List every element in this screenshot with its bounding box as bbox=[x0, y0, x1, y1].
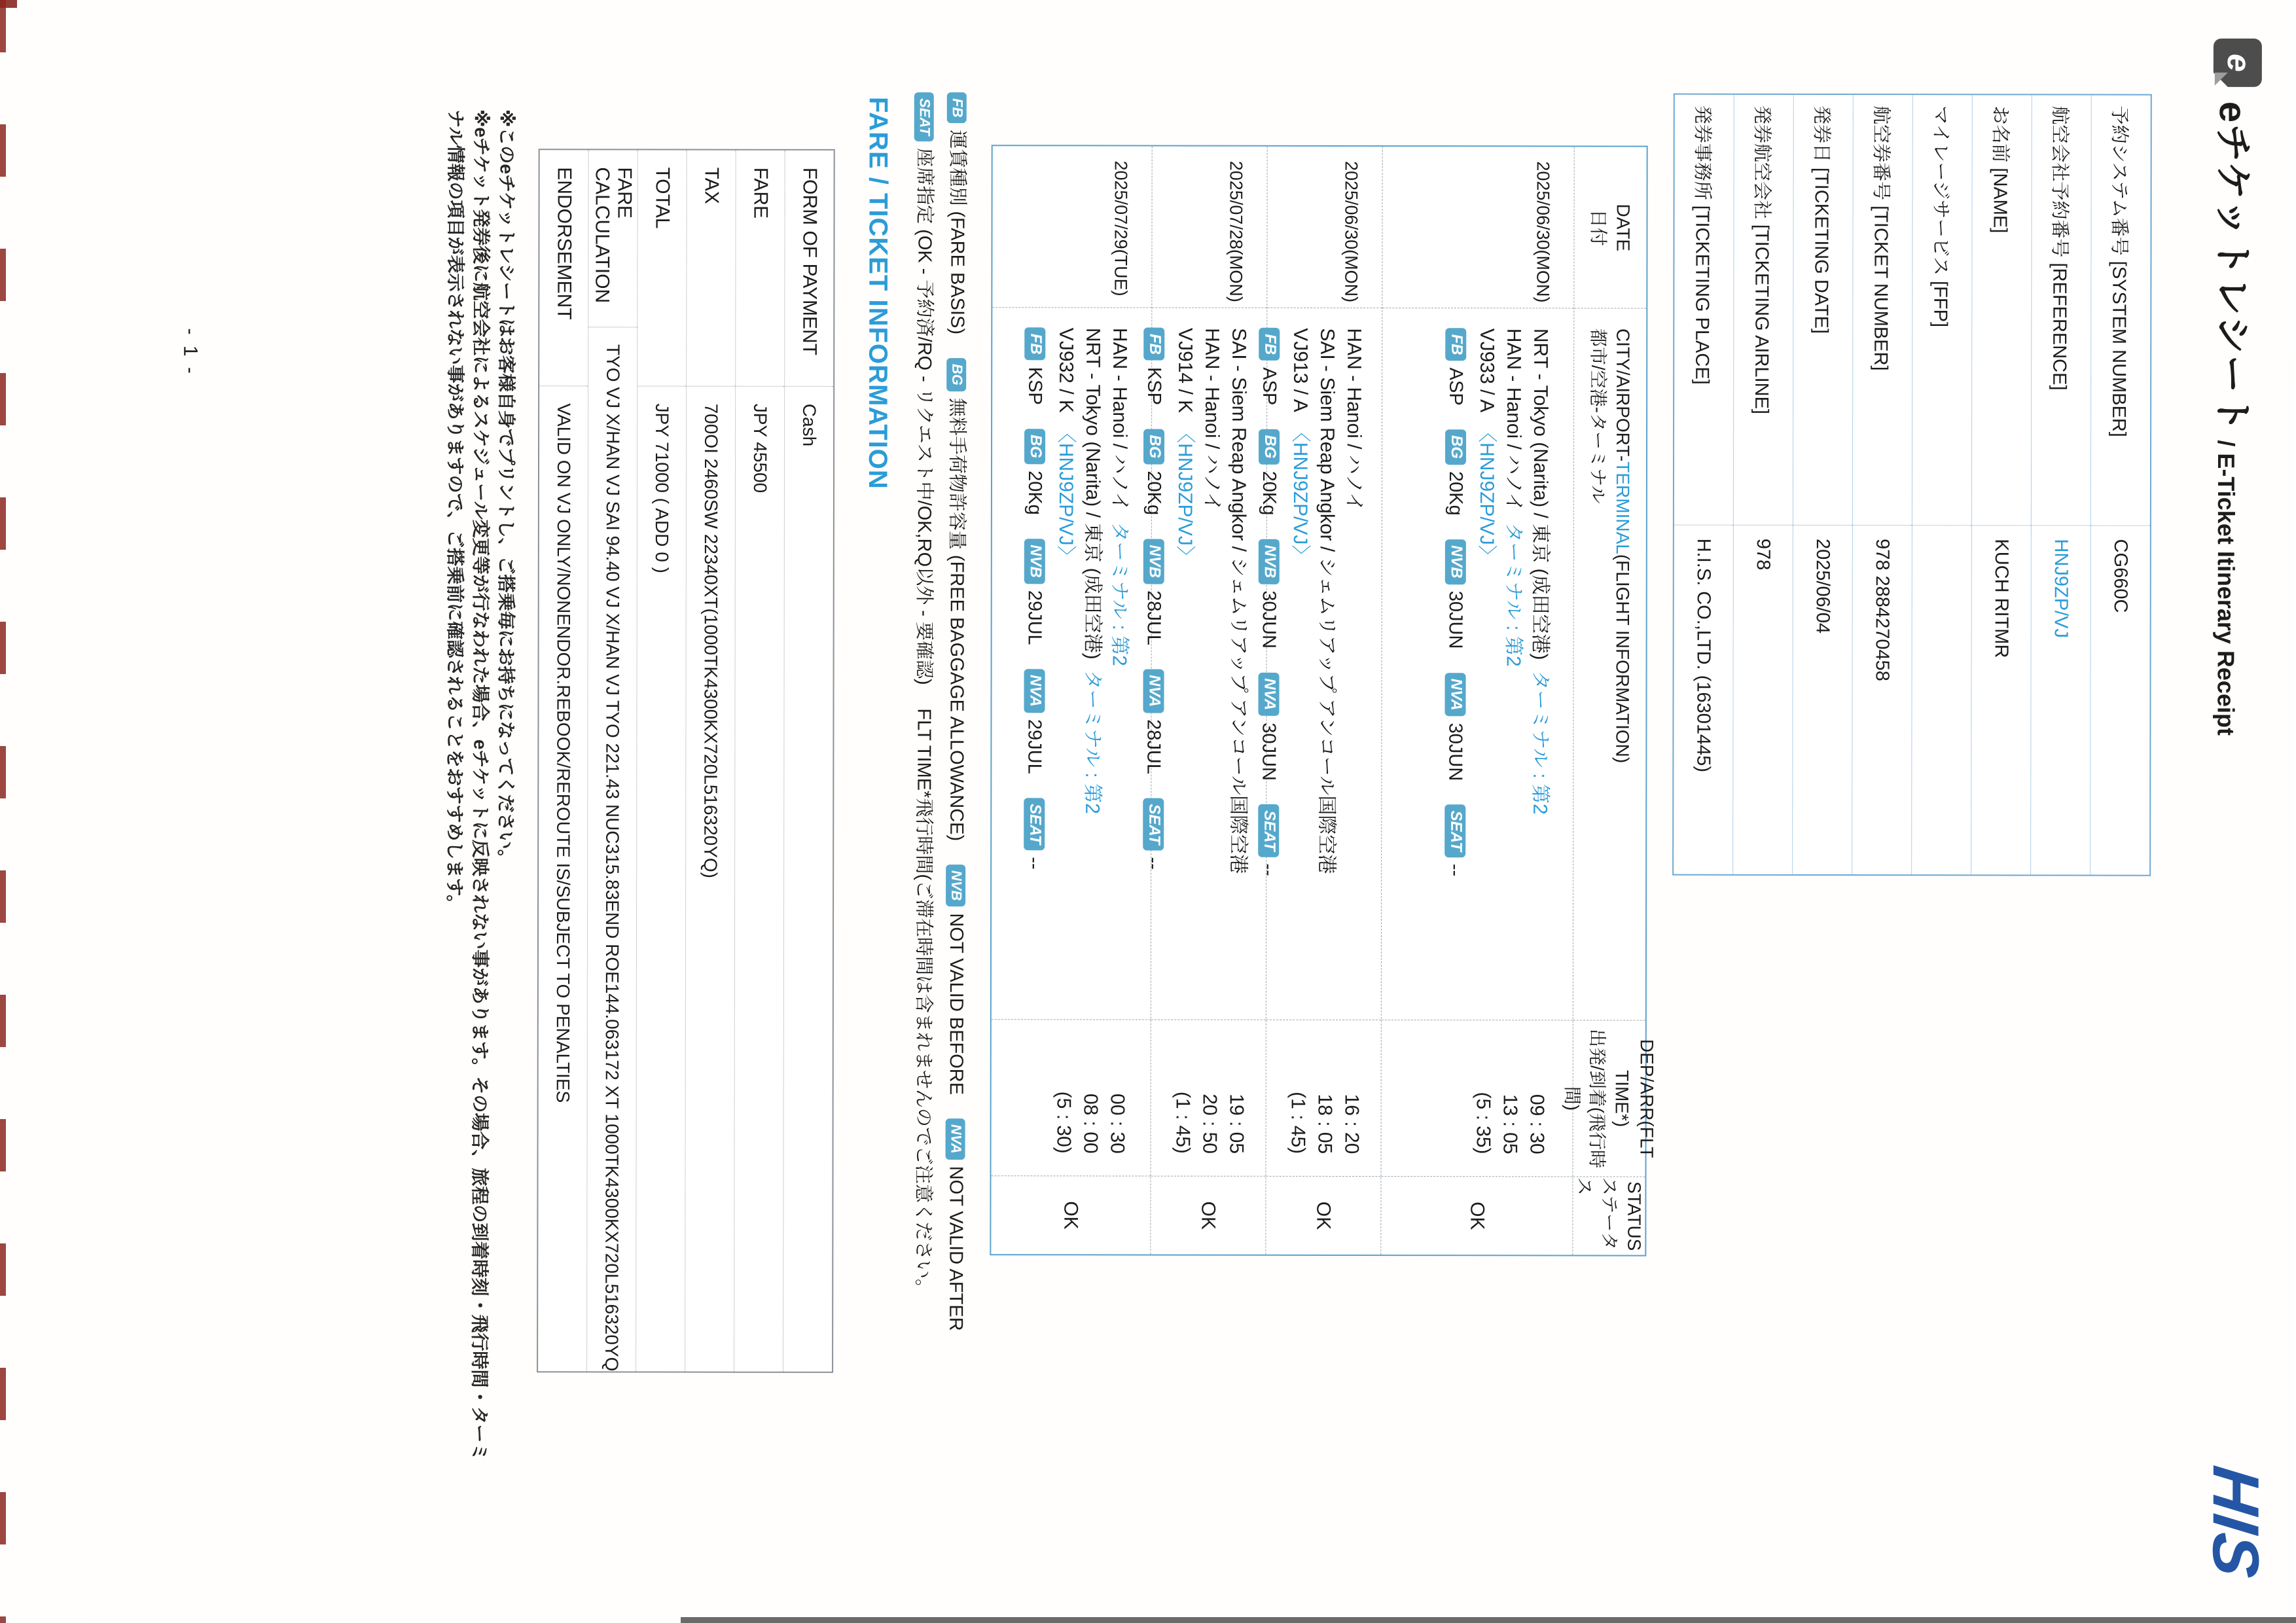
fb-badge: FB bbox=[1259, 328, 1280, 361]
fare-row-form-of-payment bbox=[783, 151, 834, 1372]
fare-label: ENDORSEMENT bbox=[553, 167, 575, 320]
legend-text: 無料手荷物許容量 (FREE BAGGAGE ALLOWANCE) bbox=[946, 397, 968, 842]
departure-time: 09 : 30 bbox=[1526, 1094, 1548, 1154]
page-number: - 1 - bbox=[179, 328, 202, 376]
departure-time: 16 : 20 bbox=[1340, 1094, 1363, 1154]
eticket-icon-glyph: e bbox=[2220, 53, 2257, 72]
seat-badge: SEAT bbox=[1258, 804, 1279, 857]
flight-number-line bbox=[1473, 329, 1500, 1020]
scanner-edge-artifact-corner bbox=[0, 0, 17, 8]
segment-destination bbox=[1313, 328, 1340, 1019]
segment-origin bbox=[1526, 329, 1554, 1020]
pnr-code: 〈HNJ9ZP/VJ〉 bbox=[1475, 423, 1498, 565]
arrival-time: 13 : 05 bbox=[1499, 1094, 1521, 1154]
flight-duration: (1 : 45) bbox=[1287, 1092, 1309, 1154]
page-title-jp: eチケットレシート bbox=[2211, 101, 2254, 434]
segment-text: HAN - Hanoi / ハノイ bbox=[1108, 327, 1131, 512]
flight-duration: (1 : 45) bbox=[1172, 1091, 1194, 1154]
legend-text: NOT VALID BEFORE bbox=[945, 913, 967, 1096]
baggage-allowance: 20Kg bbox=[1024, 471, 1045, 515]
fare-label: FARE bbox=[749, 167, 772, 219]
nva-badge: NVA bbox=[946, 1118, 965, 1160]
status-value: OK bbox=[1151, 1176, 1265, 1255]
scanner-edge-artifact-bottom bbox=[681, 1617, 2296, 1623]
segment-text: SAI - Siem Reap Angkor / シェムリアップ アンコール国際空港 bbox=[1227, 328, 1250, 874]
field-row-reference bbox=[2031, 95, 2092, 874]
header-city-terminal: TERMINAL bbox=[1612, 461, 1634, 554]
col-header-dep-arr bbox=[1562, 1020, 1657, 1177]
field-label: マイレージサービス [FFP] bbox=[1929, 105, 1952, 328]
not-valid-after: 29JUL bbox=[1024, 719, 1045, 774]
segment-text: NRT - Tokyo (Narita) / 東京 (成田空港) bbox=[1529, 328, 1552, 660]
terminal-info: ターミナル : 第2 bbox=[1108, 522, 1130, 666]
flight-number: VJ933 / A bbox=[1476, 328, 1498, 413]
itinerary-table bbox=[990, 145, 1657, 1256]
header-dep-jp: 出発/到着(飛行時間) bbox=[1562, 1029, 1607, 1169]
nva-badge: NVA bbox=[1143, 669, 1164, 713]
legend-line-2 bbox=[906, 92, 941, 1349]
itinerary-header-row bbox=[1562, 147, 1657, 1255]
fare-label: TOTAL bbox=[651, 167, 673, 229]
flight-attributes bbox=[1441, 329, 1469, 1020]
bg-badge: BG bbox=[1445, 429, 1466, 465]
pnr-code: 〈HNJ9ZP/VJ〉 bbox=[1174, 423, 1196, 565]
seat-assignment: -- bbox=[1444, 863, 1466, 877]
fare-section-heading: FARE / TICKET INFORMATION bbox=[863, 96, 893, 490]
flight-details bbox=[1258, 308, 1382, 1020]
page-title-en: / E-Ticket Itinerary Receipt bbox=[2212, 440, 2240, 736]
flight-times bbox=[1381, 1020, 1572, 1177]
fare-value: JPY 71000 ( ADD 0 ) bbox=[636, 385, 686, 1371]
header-date-jp: 日付 bbox=[1588, 209, 1609, 246]
field-row-ticketing-place bbox=[1674, 95, 1734, 874]
booking-fields-table bbox=[1672, 94, 2152, 876]
legend-text: FLT TIME*飛行時間(ご滞在時間は含まれませんのでご注意ください。 bbox=[912, 708, 935, 1298]
bg-badge: BG bbox=[1024, 429, 1045, 464]
legend-text: NOT VALID AFTER bbox=[945, 1166, 967, 1331]
terminal-info: ターミナル : 第2 bbox=[1081, 669, 1103, 814]
flight-row-2 bbox=[1258, 147, 1382, 1255]
fb-badge: FB bbox=[1445, 329, 1466, 361]
col-header-status bbox=[1573, 1177, 1645, 1255]
departure-time: 19 : 05 bbox=[1225, 1094, 1247, 1154]
field-value: 978 bbox=[1733, 525, 1793, 874]
footnote-line: ※eチケット発券後に航空会社によるスケジュール変更等が行なわれた場合、eチケットに反映されない事があります。その場合、旅程の到着時刻・飛行時間・ターミ bbox=[469, 109, 492, 1461]
fare-row-fare bbox=[734, 151, 785, 1372]
fare-row-fare-calculation bbox=[587, 150, 638, 1371]
baggage-allowance: 20Kg bbox=[1258, 471, 1280, 516]
fare-value: TYO VJ X/HAN VJ SAI 94.40 VJ X/HAN VJ TYO 221.43 NUC315.83END ROE144.063172 XT 1000TK4300KX720L516320YQ bbox=[587, 327, 637, 1372]
not-valid-before: 28JUL bbox=[1143, 590, 1164, 645]
status-value: OK bbox=[991, 1176, 1150, 1255]
field-label: 発券日 [TICKETING DATE] bbox=[1810, 105, 1833, 334]
fare-basis: ASP bbox=[1259, 367, 1280, 406]
fare-value: JPY 45500 bbox=[734, 386, 784, 1372]
field-value: 2025/06/04 bbox=[1793, 525, 1852, 874]
nva-badge: NVA bbox=[1024, 669, 1045, 713]
field-label: 航空券番号 [TICKET NUMBER] bbox=[1870, 105, 1892, 371]
pnr-code: 〈HNJ9ZP/VJ〉 bbox=[1054, 423, 1077, 565]
flight-attributes bbox=[1020, 328, 1049, 1019]
flight-number-line bbox=[1052, 328, 1079, 1019]
segment-text: HAN - Hanoi / ハノイ bbox=[1342, 328, 1365, 512]
field-row-system-number bbox=[2090, 96, 2151, 875]
fare-value: Cash bbox=[783, 386, 833, 1372]
footnote-line: ※このeチケットレシートはお客様自身でプリントし、ご搭乗毎にお持ちになってください。 bbox=[495, 109, 517, 868]
segment-destination bbox=[1499, 329, 1527, 1020]
header-dep-en: DEP/ARR(FLT TIME*) bbox=[1611, 1039, 1657, 1158]
field-value: KUCH RITMR bbox=[1971, 525, 2031, 874]
flight-times bbox=[1266, 1020, 1380, 1177]
flight-number-line bbox=[1171, 328, 1198, 1019]
baggage-allowance: 20Kg bbox=[1143, 471, 1164, 516]
field-row-ticketing-date bbox=[1793, 95, 1854, 874]
fare-row-tax bbox=[685, 151, 736, 1372]
footnotes bbox=[441, 109, 520, 1461]
his-logo: HIS bbox=[2198, 1462, 2272, 1582]
nvb-badge: NVB bbox=[1445, 539, 1466, 584]
nvb-badge: NVB bbox=[1259, 539, 1280, 584]
not-valid-before: 30JUN bbox=[1444, 590, 1466, 649]
not-valid-before: 30JUN bbox=[1258, 590, 1280, 649]
field-value: 978 2884270458 bbox=[1852, 525, 1912, 874]
field-label: 発券航空会社 [TICKETING AIRLINE] bbox=[1751, 105, 1773, 415]
flight-row-1 bbox=[1381, 147, 1574, 1255]
seat-badge: SEAT bbox=[1024, 798, 1045, 850]
segment-destination bbox=[1079, 328, 1106, 1019]
arrival-time: 18 : 05 bbox=[1314, 1094, 1336, 1154]
header-city-en bbox=[1609, 329, 1635, 763]
legend-text: 運賃種別 (FARE BASIS) bbox=[946, 130, 968, 335]
flight-duration: (5 : 30) bbox=[1052, 1091, 1075, 1154]
terminal-info: ターミナル : 第2 bbox=[1529, 670, 1551, 815]
status-value: OK bbox=[1381, 1176, 1572, 1255]
fare-value: 700OI 2460SW 22340XT(1000TK4300KX720L516320YQ) bbox=[685, 386, 735, 1372]
fare-row-total bbox=[636, 150, 687, 1371]
field-value: H.I.S. CO.,LTD. (16301445) bbox=[1674, 525, 1733, 874]
seat-badge: SEAT bbox=[1444, 805, 1465, 857]
not-valid-after: 30JUN bbox=[1444, 722, 1466, 781]
fb-badge: FB bbox=[947, 92, 967, 123]
pnr-code: 〈HNJ9ZP/VJ〉 bbox=[1289, 422, 1312, 565]
flight-times bbox=[991, 1019, 1150, 1176]
fare-row-endorsement bbox=[538, 150, 589, 1371]
fare-table bbox=[537, 149, 835, 1373]
seat-badge: SEAT bbox=[914, 92, 934, 141]
fare-basis: ASP bbox=[1445, 367, 1467, 406]
fare-basis: KSP bbox=[1024, 366, 1046, 405]
flight-details bbox=[992, 308, 1152, 1020]
nva-badge: NVA bbox=[1444, 673, 1465, 717]
flight-number: VJ932 / K bbox=[1055, 327, 1077, 413]
flight-number: VJ913 / A bbox=[1289, 328, 1312, 412]
nvb-badge: NVB bbox=[1024, 539, 1045, 584]
flight-date: 2025/06/30(MON) bbox=[1341, 160, 1361, 303]
flight-number-line bbox=[1286, 328, 1314, 1019]
segment-text: HAN - Hanoi / ハノイ bbox=[1502, 328, 1525, 512]
header-city-post: (FLIGHT INFORMATION) bbox=[1612, 554, 1633, 764]
field-value bbox=[1912, 525, 1971, 874]
header-date-en: DATE bbox=[1613, 204, 1634, 252]
segment-origin bbox=[1340, 328, 1367, 1019]
flight-row-3 bbox=[1143, 147, 1267, 1255]
header-city-pre: CITY/AIRPORT- bbox=[1613, 328, 1634, 462]
field-row-ffp bbox=[1912, 95, 1973, 874]
arrival-time: 08 : 00 bbox=[1079, 1093, 1102, 1154]
segment-origin bbox=[1225, 328, 1252, 1019]
baggage-allowance: 20Kg bbox=[1444, 471, 1466, 516]
seat-assignment: -- bbox=[1024, 857, 1045, 870]
bg-badge: BG bbox=[946, 358, 966, 391]
fare-value: VALID ON VJ ONLY/NONENDOR.REBOOK/REROUTE IS/SUBJECT TO PENALTIES bbox=[538, 385, 588, 1371]
flight-details bbox=[1143, 308, 1267, 1020]
seat-badge: SEAT bbox=[1143, 798, 1164, 850]
fb-badge: FB bbox=[1024, 328, 1045, 361]
flight-date: 2025/07/29(TUE) bbox=[1111, 160, 1131, 296]
field-row-name bbox=[1971, 95, 2032, 874]
field-label: 予約システム番号 [SYSTEM NUMBER] bbox=[2108, 105, 2130, 437]
flight-duration: (5 : 35) bbox=[1472, 1092, 1494, 1154]
field-label: お名前 [NAME] bbox=[1990, 105, 2011, 234]
bg-badge: BG bbox=[1259, 429, 1280, 465]
field-row-ticketing-airline bbox=[1733, 95, 1794, 874]
table-legend bbox=[906, 92, 974, 1349]
fare-label: FORM OF PAYMENT bbox=[798, 167, 821, 356]
header-status-jp: ステータス bbox=[1574, 1177, 1620, 1251]
scanner-edge-artifact-left bbox=[0, 0, 6, 1623]
field-value: HNJ9ZP/VJ bbox=[2031, 525, 2090, 874]
segment-text: SAI - Siem Reap Angkor / シェムリアップ アンコール国際空港 bbox=[1316, 328, 1338, 874]
nva-badge: NVA bbox=[1258, 672, 1279, 716]
flight-number: VJ914 / K bbox=[1174, 328, 1196, 414]
not-valid-after: 30JUN bbox=[1258, 722, 1280, 781]
departure-time: 00 : 30 bbox=[1106, 1093, 1128, 1154]
flight-row-4 bbox=[991, 146, 1152, 1254]
flight-details bbox=[1382, 308, 1574, 1020]
status-value: OK bbox=[1266, 1176, 1380, 1255]
not-valid-before: 29JUL bbox=[1024, 590, 1045, 645]
legend-text: 座席指定 (OK - 予約済/RQ - リクエスト中/OK,RQ以外 - 要確認) bbox=[913, 148, 935, 685]
nvb-badge: NVB bbox=[1143, 539, 1164, 584]
not-valid-after: 28JUL bbox=[1143, 719, 1164, 775]
col-header-date bbox=[1574, 147, 1646, 308]
segment-destination bbox=[1198, 328, 1225, 1019]
segment-text: HAN - Hanoi / ハノイ bbox=[1200, 328, 1223, 512]
field-label: 航空会社予約番号 [REFERENCE] bbox=[2049, 105, 2071, 391]
bg-badge: BG bbox=[1143, 429, 1164, 464]
eticket-icon bbox=[2214, 39, 2262, 87]
flight-times bbox=[1151, 1019, 1265, 1176]
header-city-jp: 都市/空港-ターミナル bbox=[1587, 328, 1609, 504]
segment-text: NRT - Tokyo (Narita) / 東京 (成田空港) bbox=[1081, 327, 1104, 660]
segment-origin bbox=[1105, 328, 1133, 1019]
flight-date: 2025/06/30(MON) bbox=[1533, 161, 1553, 303]
fare-label: TAX bbox=[700, 167, 723, 204]
field-value: CG660C bbox=[2090, 526, 2150, 875]
footnote-line: ナル情報の項目が表示されない事がありますので、ご搭乗前に確認されることをおすすめします。 bbox=[444, 109, 466, 914]
legend-line-1 bbox=[939, 92, 974, 1349]
arrival-time: 20 : 50 bbox=[1198, 1094, 1221, 1154]
document-header bbox=[2212, 39, 2261, 736]
fare-label: FARE CALCULATION bbox=[591, 167, 636, 304]
nvb-badge: NVB bbox=[946, 865, 965, 906]
terminal-info: ターミナル : 第2 bbox=[1502, 522, 1524, 667]
seat-assignment: -- bbox=[1143, 857, 1164, 870]
fb-badge: FB bbox=[1143, 328, 1164, 361]
flight-date: 2025/07/28(MON) bbox=[1226, 160, 1246, 302]
header-status-en: STATUS bbox=[1624, 1181, 1645, 1251]
field-label: 発券事務所 [TICKETING PLACE] bbox=[1691, 105, 1713, 385]
col-header-city bbox=[1573, 308, 1647, 1020]
seat-assignment: -- bbox=[1258, 863, 1280, 876]
field-row-ticket-number bbox=[1852, 95, 1913, 874]
fare-basis: KSP bbox=[1143, 366, 1165, 406]
